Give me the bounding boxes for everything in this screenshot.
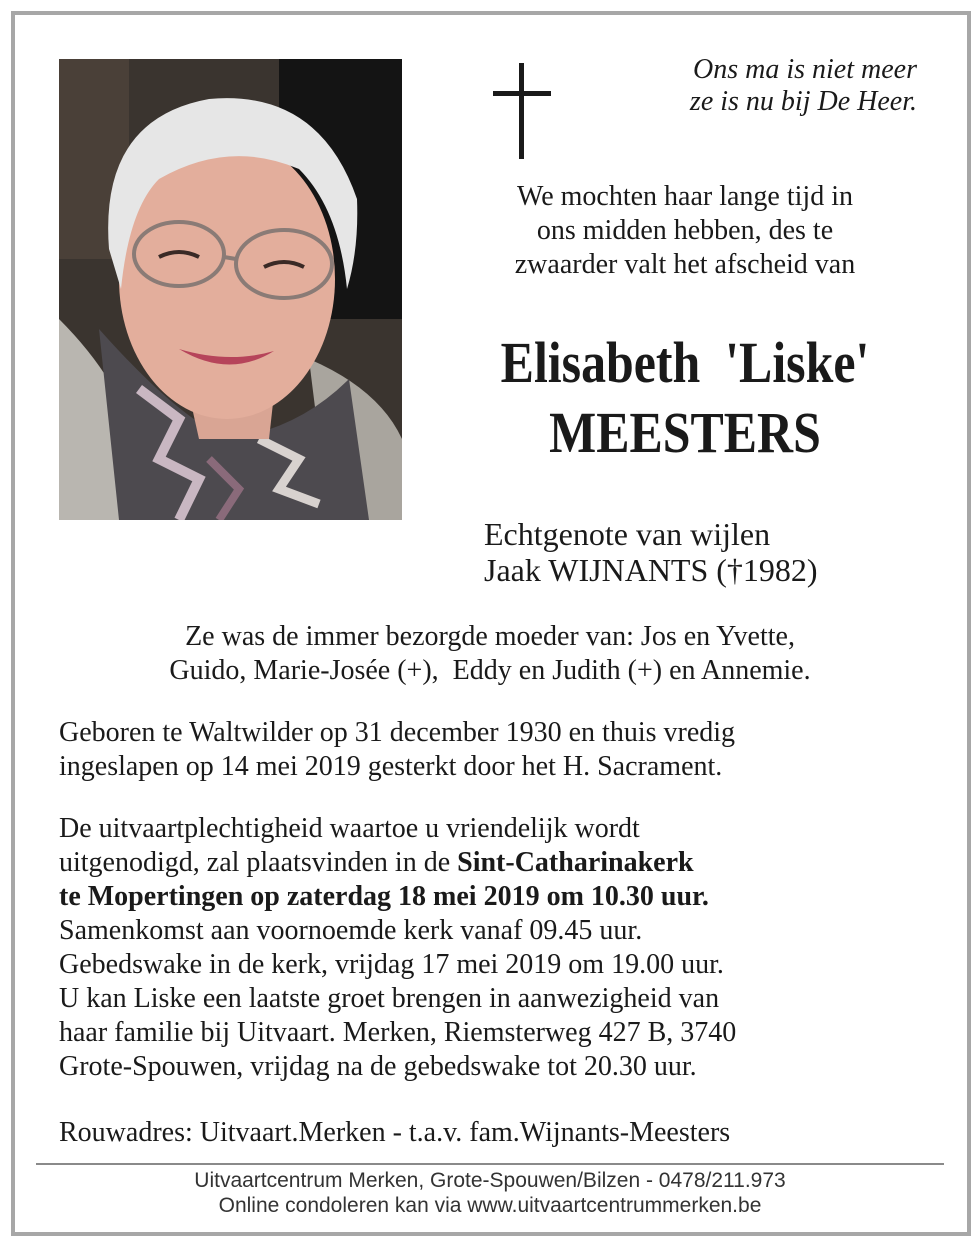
footer-line: Uitvaartcentrum Merken, Grote-Spouwen/Bilzen - 0478/211.973 — [194, 1169, 786, 1192]
birth-death-text — [59, 716, 939, 784]
intro-line: ons midden hebben, des te — [536, 215, 834, 246]
deceased-name — [457, 328, 913, 468]
funeral-datetime: te Mopertingen op zaterdag 18 mei 2019 om 10.30 uur. — [59, 881, 709, 912]
funeral-line: De uitvaartplechtigheid waartoe u vriendelijk wordt — [59, 813, 640, 844]
funeral-line: haar familie bij Uitvaart. Merken, Riemsterweg 427 B, 3740 — [59, 1017, 737, 1048]
footer — [36, 1168, 944, 1218]
funeral-line: U kan Liske een laatste groet brengen in aanwezigheid van — [59, 983, 720, 1014]
funeral-text — [59, 812, 939, 1084]
funeral-line: Samenkomst aan voornoemde kerk vanaf 09.45 uur. — [59, 915, 643, 946]
born-line: Geboren te Waltwilder op 31 december 1930 en thuis vredig — [59, 717, 736, 748]
poem — [690, 54, 917, 118]
portrait-photo — [59, 59, 402, 520]
children-line: Ze was de immer bezorgde moeder van: Jos en Yvette, — [185, 621, 795, 652]
funeral-line: Grote-Spouwen, vrijdag na de gebedswake tot 20.30 uur. — [59, 1051, 697, 1082]
intro-line: We mochten haar lange tijd in — [517, 181, 853, 212]
funeral-line — [59, 880, 939, 914]
spouse-info — [484, 516, 818, 588]
church-name: Sint-Catharinakerk — [457, 847, 694, 878]
funeral-line-plain: uitgenodigd, zal plaatsvinden in de — [59, 847, 458, 878]
spouse-line: Jaak WIJNANTS (†1982) — [484, 552, 818, 588]
born-line: ingeslapen op 14 mei 2019 gesterkt door het H. Sacrament. — [59, 751, 723, 782]
intro-line: zwaarder valt het afscheid van — [514, 249, 856, 280]
intro-text — [420, 180, 950, 282]
funeral-line — [59, 846, 939, 880]
deceased-first-name: Elisabeth 'Liske' — [500, 330, 870, 395]
funeral-line: Gebedswake in de kerk, vrijdag 17 mei 2019 om 19.00 uur. — [59, 949, 724, 980]
poem-line: Ons ma is niet meer — [693, 54, 917, 85]
spouse-line: Echtgenote van wijlen — [484, 516, 771, 552]
poem-line: ze is nu bij De Heer. — [689, 86, 917, 117]
cross-icon — [493, 63, 551, 159]
mourning-address: Rouwadres: Uitvaart.Merken - t.a.v. fam.Wijnants-Meesters — [59, 1117, 731, 1148]
deceased-last-name: MEESTERS — [549, 400, 821, 465]
footer-line: Online condoleren kan via www.uitvaartcentrummerken.be — [218, 1194, 762, 1217]
footer-divider — [36, 1163, 944, 1165]
children-text — [40, 620, 940, 688]
children-line: Guido, Marie-Josée (+), Eddy en Judith (+) en Annemie. — [169, 655, 811, 686]
